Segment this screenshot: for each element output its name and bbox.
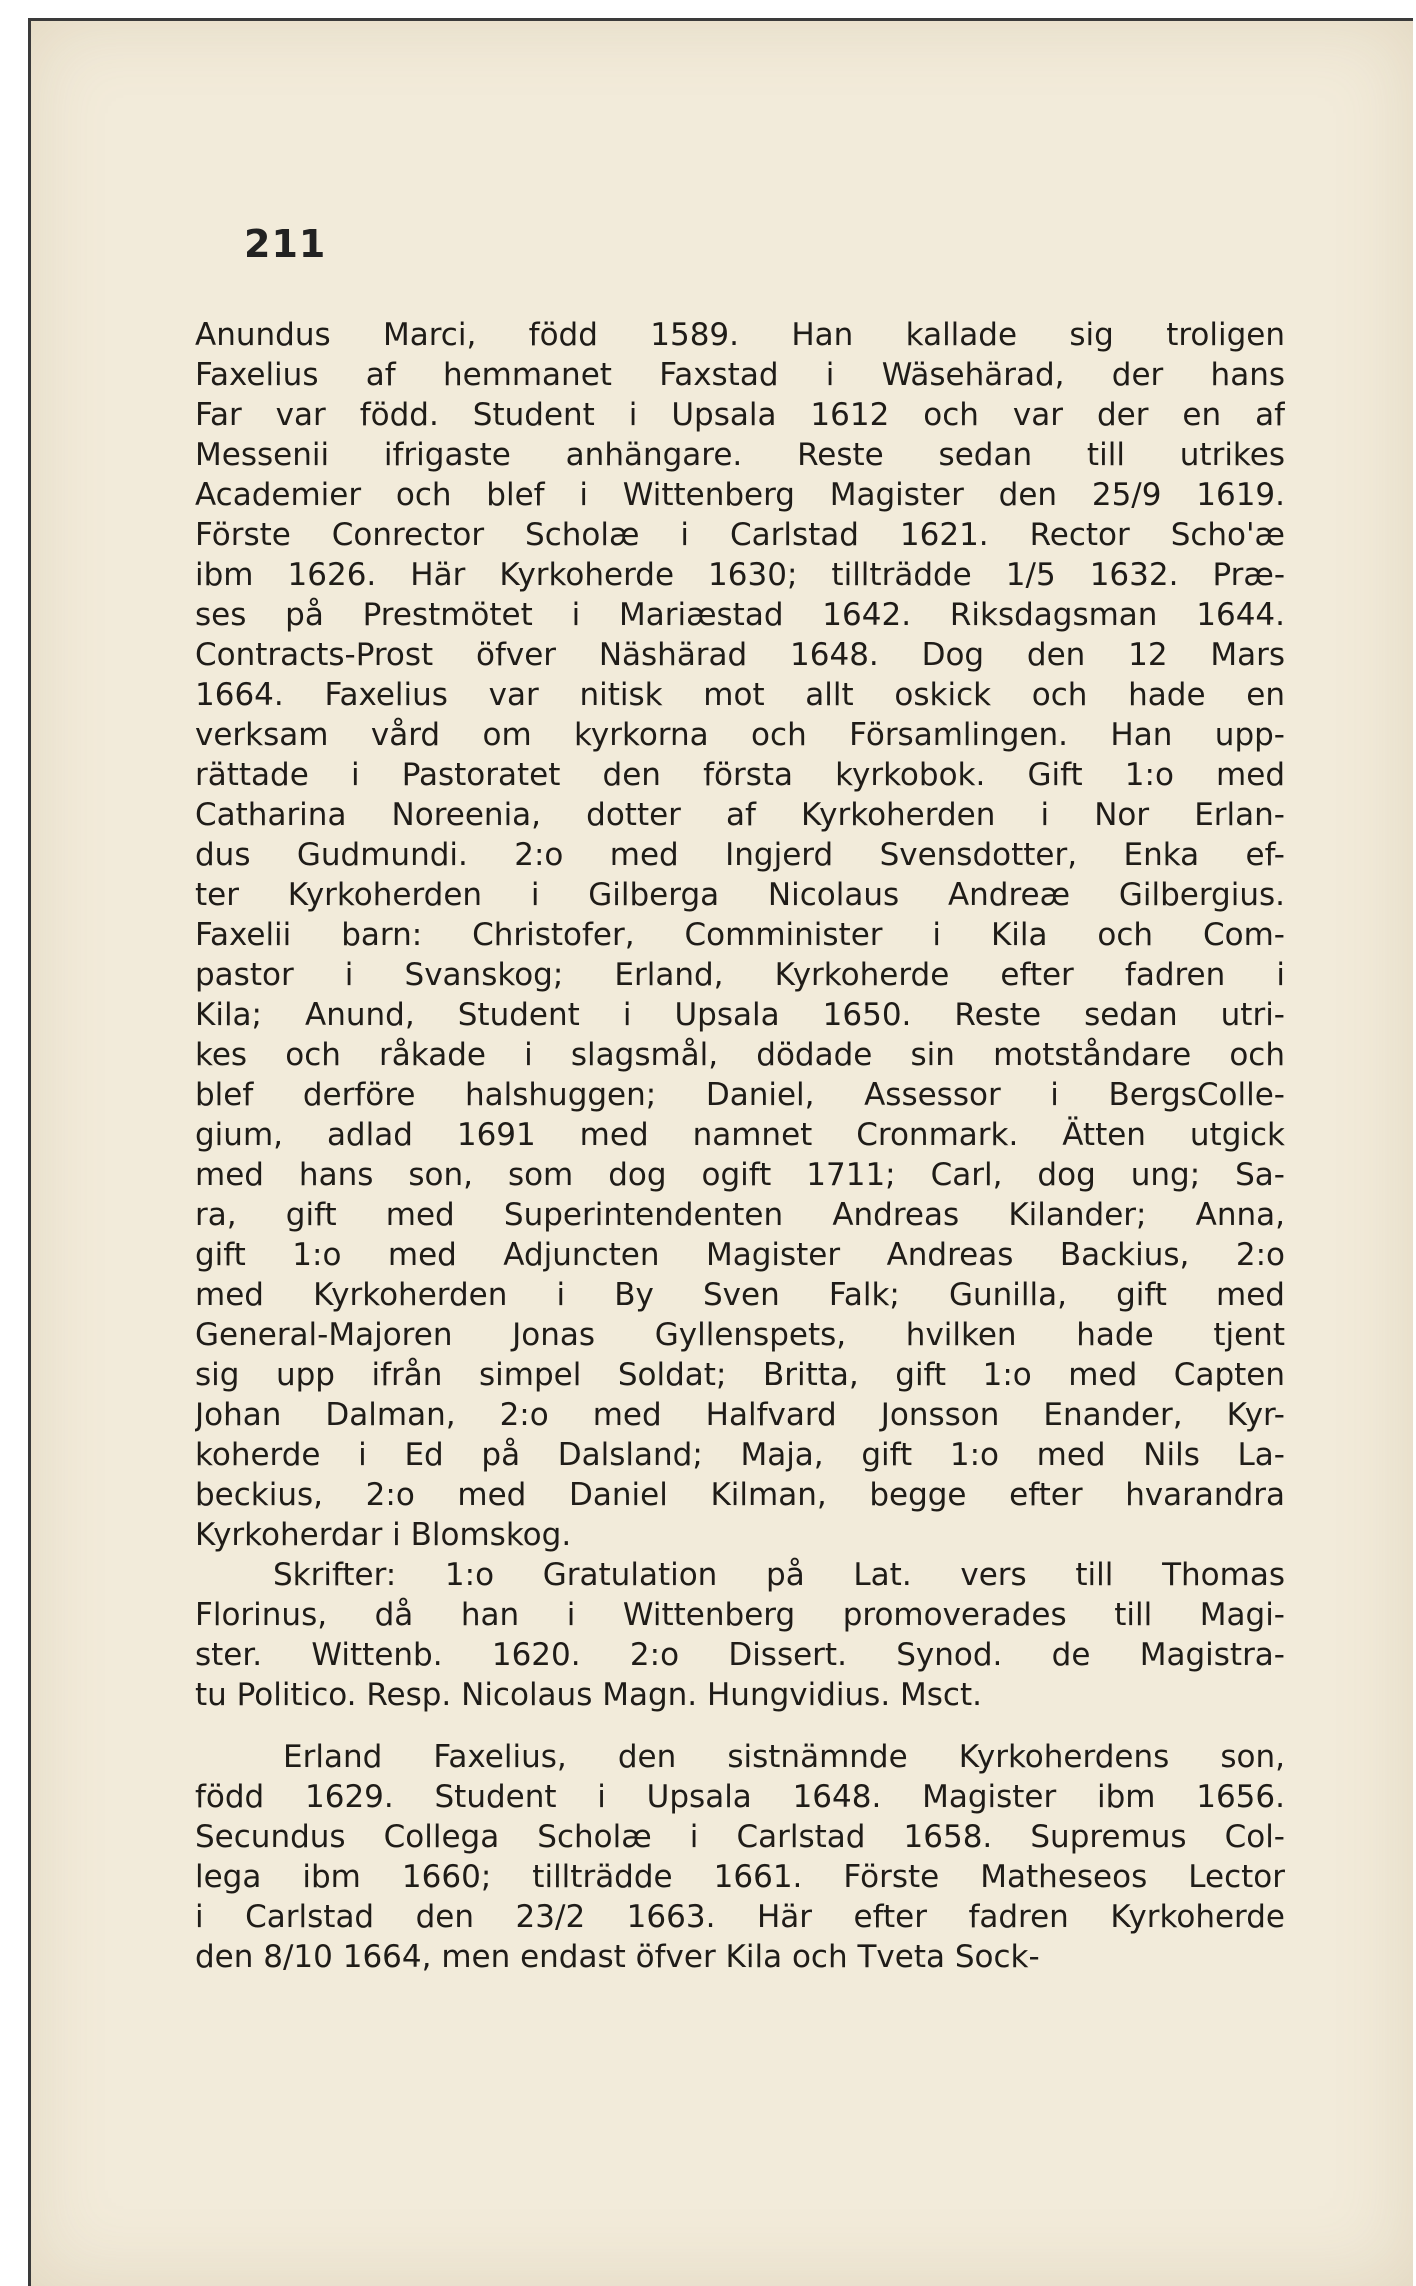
- text-line: lega ibm 1660; tillträdde 1661. Förste Matheseos Lector: [195, 1859, 1285, 1895]
- text-line: ter Kyrkoherden i Gilberga Nicolaus Andreæ Gilbergius.: [195, 877, 1285, 913]
- text-line: blef derföre halshuggen; Daniel, Assessor i BergsColle-: [195, 1077, 1285, 1113]
- text-line: ster. Wittenb. 1620. 2:o Dissert. Synod. de Magistra-: [195, 1637, 1285, 1673]
- text-line: gium, adlad 1691 med namnet Cronmark. Ätten utgick: [195, 1117, 1285, 1153]
- text-line: sig upp ifrån simpel Soldat; Britta, gift 1:o med Capten: [195, 1357, 1285, 1393]
- text-line: Florinus, då han i Wittenberg promoverades till Magi-: [195, 1597, 1285, 1633]
- text-line: Kila; Anund, Student i Upsala 1650. Reste sedan utri-: [195, 997, 1285, 1033]
- text-line: ses på Prestmötet i Mariæstad 1642. Riksdagsman 1644.: [195, 597, 1285, 633]
- page-number: 211: [244, 222, 327, 266]
- text-line: General-Majoren Jonas Gyllenspets, hvilken hade tjent: [195, 1317, 1285, 1353]
- text-line: 1664. Faxelius var nitisk mot allt oskick och hade en: [195, 677, 1285, 713]
- paragraph-p2: [195, 1555, 1285, 1715]
- text-line: tu Politico. Resp. Nicolaus Magn. Hungvidius. Msct.: [195, 1677, 982, 1713]
- text-line: Erland Faxelius, den sistnämnde Kyrkoherdens son,: [283, 1739, 1285, 1775]
- text-line: rättade i Pastoratet den första kyrkobok. Gift 1:o med: [195, 757, 1285, 793]
- text-line: Johan Dalman, 2:o med Halfvard Jonsson Enander, Kyr-: [195, 1397, 1285, 1433]
- paragraph-p3: [195, 1737, 1285, 1977]
- text-line: med hans son, som dog ogift 1711; Carl, dog ung; Sa-: [195, 1157, 1285, 1193]
- paragraph-p1: [195, 315, 1285, 1555]
- text-line: Catharina Noreenia, dotter af Kyrkoherden i Nor Erlan-: [195, 797, 1285, 833]
- text-line: Faxelii barn: Christofer, Comminister i Kila och Com-: [195, 917, 1285, 953]
- text-line: kes och råkade i slagsmål, dödade sin motståndare och: [195, 1037, 1285, 1073]
- text-line: beckius, 2:o med Daniel Kilman, begge efter hvarandra: [195, 1477, 1285, 1513]
- text-line: Contracts-Prost öfver Näshärad 1648. Dog den 12 Mars: [195, 637, 1285, 673]
- page-edge-top: [28, 18, 1413, 21]
- text-line: Secundus Collega Scholæ i Carlstad 1658. Supremus Col-: [195, 1819, 1285, 1855]
- text-line: ra, gift med Superintendenten Andreas Kilander; Anna,: [195, 1197, 1285, 1233]
- body-text: [195, 315, 1285, 1977]
- text-line: verksam vård om kyrkorna och Församlingen. Han upp-: [195, 717, 1285, 753]
- text-line: dus Gudmundi. 2:o med Ingjerd Svensdotter, Enka ef-: [195, 837, 1285, 873]
- paragraph-gap: [195, 1715, 1285, 1737]
- text-line: född 1629. Student i Upsala 1648. Magister ibm 1656.: [195, 1779, 1285, 1815]
- text-line: Messenii ifrigaste anhängare. Reste sedan till utrikes: [195, 437, 1285, 473]
- text-line: Faxelius af hemmanet Faxstad i Wäsehärad, der hans: [195, 357, 1285, 393]
- text-line: ibm 1626. Här Kyrkoherde 1630; tillträdde 1/5 1632. Præ-: [195, 557, 1285, 593]
- page-edge-left: [28, 18, 31, 2286]
- text-line: Skrifter: 1:o Gratulation på Lat. vers till Thomas: [273, 1557, 1285, 1593]
- text-line: gift 1:o med Adjuncten Magister Andreas Backius, 2:o: [195, 1237, 1285, 1273]
- text-line: den 8/10 1664, men endast öfver Kila och Tveta Sock-: [195, 1939, 1040, 1975]
- text-line: Kyrkoherdar i Blomskog.: [195, 1517, 572, 1553]
- text-line: Academier och blef i Wittenberg Magister den 25/9 1619.: [195, 477, 1285, 513]
- text-line: Förste Conrector Scholæ i Carlstad 1621. Rector Scho'æ: [195, 517, 1285, 553]
- text-line: med Kyrkoherden i By Sven Falk; Gunilla, gift med: [195, 1277, 1285, 1313]
- text-line: Anundus Marci, född 1589. Han kallade sig troligen: [195, 317, 1285, 353]
- text-line: Far var född. Student i Upsala 1612 och var der en af: [195, 397, 1285, 433]
- text-line: pastor i Svanskog; Erland, Kyrkoherde efter fadren i: [195, 957, 1285, 993]
- text-line: i Carlstad den 23/2 1663. Här efter fadren Kyrkoherde: [195, 1899, 1285, 1935]
- text-line: koherde i Ed på Dalsland; Maja, gift 1:o med Nils La-: [195, 1437, 1285, 1473]
